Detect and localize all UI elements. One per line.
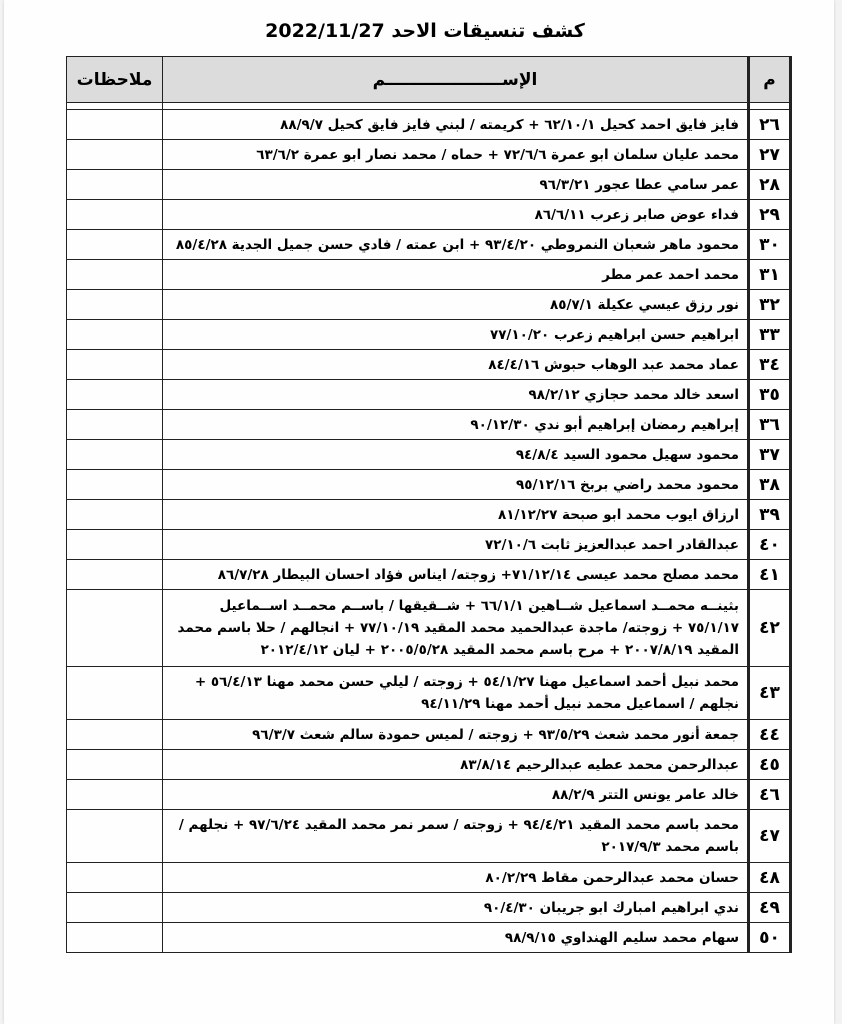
row-number: ٢٩ [749, 200, 791, 230]
table-row [67, 560, 791, 590]
table-row [67, 893, 791, 923]
row-number: ٤١ [749, 560, 791, 590]
row-notes-cell [67, 720, 163, 750]
row-notes-cell [67, 350, 163, 380]
row-number: ٣١ [749, 260, 791, 290]
row-name-text: اسعد خالد محمد حجازي ٩٨/٢/١٢ [528, 386, 739, 403]
row-number: ٤٥ [749, 750, 791, 780]
row-name-cell [163, 810, 749, 863]
row-name-cell [163, 780, 749, 810]
row-notes-cell [67, 560, 163, 590]
row-number: ٣٩ [749, 500, 791, 530]
row-notes-cell [67, 923, 163, 953]
table-row [67, 110, 791, 140]
row-name-text: محمد نبيل أحمد اسماعيل مهنا ٥٤/١/٢٧ + زوجته / ليلي حسن محمد مهنا ٥٦/٤/١٣ + نجلهم / اسماعيل محمد نبيل أحمد مهنا ٩٤/١١/٢٩ [194, 674, 739, 712]
row-notes-cell [67, 893, 163, 923]
row-name-cell [163, 140, 749, 170]
row-name-text: بثينــه محمــد اسماعيل شــاهين ٦٦/١/١ + شــقيقها / باســم محمــد اســماعيل ٧٥/١/١٧ + زوجته/ ماجدة عبدالحميد محمد المقيد ٧٧/١٠/١٩ + انجالهم / حلا باسم محمد المقيد ٢٠٠٧/٨/١٩ + مرح باسم محمد المقيد ٢٠٠٥/٥/٢٨ + ليان ٢٠١٢/٤/١٢ [177, 598, 739, 658]
row-name-cell [163, 110, 749, 140]
row-name-cell [163, 863, 749, 893]
table-row [67, 140, 791, 170]
row-number: ٢٨ [749, 170, 791, 200]
table-row [67, 410, 791, 440]
row-name-cell [163, 923, 749, 953]
row-number: ٣٦ [749, 410, 791, 440]
row-name-text: محمد باسم محمد المقيد ٩٤/٤/٢١ + زوجته / سمر نمر محمد المقيد ٩٧/٦/٢٤ + نجلهم / باسم محمد ٢٠١٧/٩/٣ [178, 817, 739, 855]
table-row [67, 350, 791, 380]
row-name-text: عبدالرحمن محمد عطيه عبدالرحيم ٨٣/٨/١٤ [460, 756, 739, 773]
table-row [67, 923, 791, 953]
row-name-text: محمود محمد راضي بربخ ٩٥/١٢/١٦ [516, 476, 739, 493]
row-name-text: خالد عامر يونس التتر ٨٨/٢/٩ [551, 786, 739, 803]
row-name-text: ارزاق ايوب محمد ابو صبحة ٨١/١٢/٢٧ [498, 506, 739, 523]
table-row [67, 750, 791, 780]
row-number: ٣٠ [749, 230, 791, 260]
row-notes-cell [67, 590, 163, 667]
row-number: ٣٨ [749, 470, 791, 500]
roster-body [67, 103, 791, 953]
row-name-text: عمر سامي عطا عجور ٩٦/٣/٢١ [539, 176, 739, 193]
row-name-text: عماد محمد عبد الوهاب حبوش ٨٤/٤/١٦ [488, 356, 739, 373]
row-name-text: محمد مصلح محمد عيسى ٧١/١٢/١٤+ زوجته/ ايناس فؤاد احسان البيطار ٨٦/٧/٢٨ [217, 566, 739, 583]
row-number: ٣٣ [749, 320, 791, 350]
row-number: ٣٥ [749, 380, 791, 410]
row-number: ٣٤ [749, 350, 791, 380]
row-number: ٣٢ [749, 290, 791, 320]
header-gap-row [67, 103, 791, 110]
row-number: ٤٦ [749, 780, 791, 810]
column-header-notes: ملاحظات [67, 57, 163, 103]
row-name-cell [163, 350, 749, 380]
table-row [67, 500, 791, 530]
row-name-text: ندي ابراهيم امبارك ابو جريبان ٩٠/٤/٣٠ [483, 899, 739, 916]
row-number: ٤٠ [749, 530, 791, 560]
row-number: ٥٠ [749, 923, 791, 953]
row-name-text: حسان محمد عبدالرحمن مقاط ٨٠/٢/٢٩ [485, 869, 739, 886]
row-notes-cell [67, 863, 163, 893]
document-page [4, 0, 834, 1024]
table-row [67, 780, 791, 810]
row-name-cell [163, 893, 749, 923]
row-name-cell [163, 530, 749, 560]
row-notes-cell [67, 810, 163, 863]
table-row [67, 260, 791, 290]
table-row [67, 380, 791, 410]
row-name-cell [163, 290, 749, 320]
row-name-cell [163, 230, 749, 260]
row-notes-cell [67, 200, 163, 230]
column-header-number: م [749, 57, 791, 103]
row-notes-cell [67, 410, 163, 440]
row-number: ٤٧ [749, 810, 791, 863]
row-name-text: محمود سهيل محمود السيد ٩٤/٨/٤ [515, 446, 739, 463]
row-notes-cell [67, 290, 163, 320]
row-name-cell [163, 590, 749, 667]
column-header-name: الإســــــــــــــــــــم [163, 57, 749, 103]
row-name-cell [163, 200, 749, 230]
table-row [67, 440, 791, 470]
row-number: ٤٨ [749, 863, 791, 893]
row-name-cell [163, 260, 749, 290]
document-title [4, 20, 842, 42]
row-notes-cell [67, 530, 163, 560]
table-row [67, 720, 791, 750]
row-number: ٤٩ [749, 893, 791, 923]
row-notes-cell [67, 440, 163, 470]
table-header-row [67, 57, 791, 103]
row-notes-cell [67, 140, 163, 170]
row-notes-cell [67, 500, 163, 530]
row-name-cell [163, 470, 749, 500]
row-number: ٢٧ [749, 140, 791, 170]
row-number: ٢٦ [749, 110, 791, 140]
table-row [67, 320, 791, 350]
row-notes-cell [67, 110, 163, 140]
row-name-cell [163, 720, 749, 750]
table-row [67, 230, 791, 260]
row-name-cell [163, 410, 749, 440]
row-name-text: عبدالقادر احمد عبدالعزيز ثابت ٧٢/١٠/٦ [485, 536, 739, 553]
table-row [67, 667, 791, 720]
row-number: ٣٧ [749, 440, 791, 470]
row-notes-cell [67, 750, 163, 780]
row-name-text: جمعة أنور محمد شعث ٩٣/٥/٢٩ + زوجته / لميس حمودة سالم شعث ٩٦/٣/٧ [252, 726, 739, 743]
row-notes-cell [67, 230, 163, 260]
row-name-cell [163, 667, 749, 720]
row-name-cell [163, 380, 749, 410]
row-name-cell [163, 440, 749, 470]
table-row [67, 530, 791, 560]
row-notes-cell [67, 260, 163, 290]
row-name-cell [163, 170, 749, 200]
row-number: ٤٣ [749, 667, 791, 720]
table-row [67, 470, 791, 500]
table-row [67, 200, 791, 230]
row-name-text: محمد عليان سلمان ابو عمرة ٧٢/٦/٦ + حماه / محمد نصار ابو عمرة ٦٣/٦/٢ [256, 146, 739, 163]
row-name-cell [163, 560, 749, 590]
row-number: ٤٤ [749, 720, 791, 750]
row-notes-cell [67, 470, 163, 500]
row-notes-cell [67, 170, 163, 200]
row-name-text: نور رزق عيسي عكيلة ٨٥/٧/١ [550, 296, 739, 313]
row-notes-cell [67, 780, 163, 810]
row-name-text: محمد احمد عمر مطر [602, 266, 739, 283]
row-name-text: فداء عوض صابر زعرب ٨٦/٦/١١ [534, 206, 739, 223]
row-name-text: فايز فايق احمد كحيل ٦٢/١٠/١ + كريمته / لبني فايز فايق كحيل ٨٨/٩/٧ [280, 116, 739, 133]
row-name-cell [163, 750, 749, 780]
table-row [67, 290, 791, 320]
row-name-cell [163, 500, 749, 530]
row-name-text: إبراهيم رمضان إبراهيم أبو ندي ٩٠/١٢/٣٠ [470, 416, 739, 433]
roster-table [66, 56, 792, 953]
row-notes-cell [67, 667, 163, 720]
row-name-text: سهام محمد سليم الهنداوي ٩٨/٩/١٥ [504, 929, 739, 946]
table-row [67, 590, 791, 667]
document-title-text: كشف تنسيقات الاحد 2022/11/27 [265, 20, 585, 42]
row-notes-cell [67, 320, 163, 350]
table-row [67, 170, 791, 200]
row-number: ٤٢ [749, 590, 791, 667]
row-name-text: محمود ماهر شعبان النمروطي ٩٣/٤/٢٠ + ابن عمته / فادي حسن جميل الجدية ٨٥/٤/٢٨ [175, 236, 739, 253]
row-name-cell [163, 320, 749, 350]
row-notes-cell [67, 380, 163, 410]
table-row [67, 810, 791, 863]
table-row [67, 863, 791, 893]
row-name-text: ابراهيم حسن ابراهيم زعرب ٧٧/١٠/٢٠ [489, 326, 739, 343]
